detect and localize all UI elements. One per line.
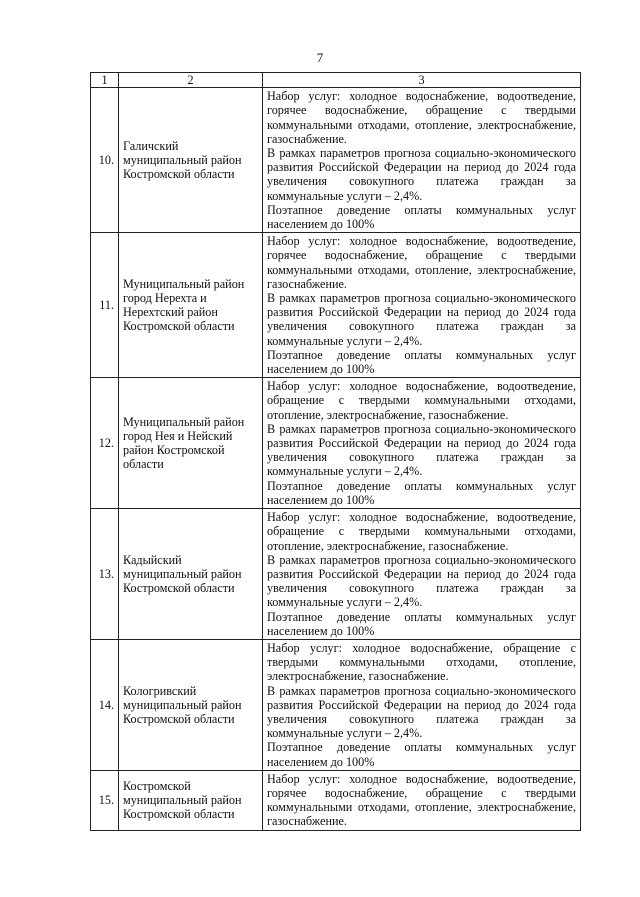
- column-header: 1: [91, 73, 119, 88]
- table-row: [91, 233, 581, 378]
- table-row: [91, 639, 581, 770]
- services-description: [263, 770, 581, 830]
- table-row: [91, 509, 581, 640]
- services-description: [263, 639, 581, 770]
- services-paragraph: Набор услуг: холодное водоснабжение, водоотведение, горячее водоснабжение, обращение с твердыми коммунальными отходами, отопление, электроснабжение, газоснабжение.: [267, 771, 576, 829]
- services-description: [263, 233, 581, 378]
- row-number: 15.: [91, 770, 119, 830]
- services-paragraph: В рамках параметров прогноза социально-экономического развития Российской Федерации на период до 2024 года увеличения совокупного платежа граждан за коммунальные услуги – 2,4%.: [267, 421, 576, 479]
- table-row: [91, 770, 581, 830]
- row-number: 10.: [91, 88, 119, 233]
- district-name: Муниципальный район город Нея и Нейский район Костромской области: [119, 378, 263, 509]
- services-table: [90, 72, 581, 831]
- district-name: Кадыйский муниципальный район Костромской области: [119, 509, 263, 640]
- services-paragraph: В рамках параметров прогноза социально-экономического развития Российской Федерации на период до 2024 года увеличения совокупного платежа граждан за коммунальные услуги – 2,4%.: [267, 291, 576, 348]
- services-paragraph: Поэтапное доведение оплаты коммунальных услуг населением до 100%: [267, 478, 576, 507]
- column-header: 3: [263, 73, 581, 88]
- table-header-row: [91, 73, 581, 88]
- services-paragraph: Поэтапное доведение оплаты коммунальных услуг населением до 100%: [267, 609, 576, 638]
- district-name: Кологривский муниципальный район Костромской области: [119, 639, 263, 770]
- district-name: Галичский муниципальный район Костромской области: [119, 88, 263, 233]
- services-paragraph: Поэтапное доведение оплаты коммунальных услуг населением до 100%: [267, 347, 576, 377]
- services-paragraph: Набор услуг: холодное водоснабжение, водоотведение, горячее водоснабжение, обращение с твердыми коммунальными отходами, отопление, электроснабжение, газоснабжение.: [267, 234, 576, 291]
- services-description: [263, 509, 581, 640]
- services-paragraph: В рамках параметров прогноза социально-экономического развития Российской Федерации на период до 2024 года увеличения совокупного платежа граждан за коммунальные услуги – 2,4%.: [267, 146, 576, 203]
- district-name: Муниципальный район город Нерехта и Нерехтский район Костромской области: [119, 233, 263, 378]
- page-number: 7: [316, 50, 324, 65]
- row-number: 11.: [91, 233, 119, 378]
- services-paragraph: В рамках параметров прогноза социально-экономического развития Российской Федерации на период до 2024 года увеличения совокупного платежа граждан за коммунальные услуги – 2,4%.: [267, 683, 576, 741]
- services-paragraph: Набор услуг: холодное водоснабжение, водоотведение, обращение с твердыми коммунальными отходами, отопление, электроснабжение, газоснабжение.: [267, 510, 576, 553]
- services-paragraph: Набор услуг: холодное водоснабжение, водоотведение, горячее водоснабжение, обращение с твердыми коммунальными отходами, отопление, электроснабжение, газоснабжение.: [267, 89, 576, 146]
- services-paragraph: В рамках параметров прогноза социально-экономического развития Российской Федерации на период до 2024 года увеличения совокупного платежа граждан за коммунальные услуги – 2,4%.: [267, 552, 576, 610]
- row-number: 13.: [91, 509, 119, 640]
- services-paragraph: Поэтапное доведение оплаты коммунальных услуг населением до 100%: [267, 740, 576, 769]
- services-paragraph: Поэтапное доведение оплаты коммунальных услуг населением до 100%: [267, 202, 576, 232]
- row-number: 14.: [91, 639, 119, 770]
- services-description: [263, 88, 581, 233]
- district-name: Костромской муниципальный район Костромской области: [119, 770, 263, 830]
- services-description: [263, 378, 581, 509]
- row-number: 12.: [91, 378, 119, 509]
- column-header: 2: [119, 73, 263, 88]
- table-row: [91, 378, 581, 509]
- services-paragraph: Набор услуг: холодное водоснабжение, обращение с твердыми коммунальными отходами, отопление, электроснабжение, газоснабжение.: [267, 640, 576, 684]
- table-row: [91, 88, 581, 233]
- services-paragraph: Набор услуг: холодное водоснабжение, водоотведение, обращение с твердыми коммунальными отходами, отопление, электроснабжение, газоснабжение.: [267, 379, 576, 422]
